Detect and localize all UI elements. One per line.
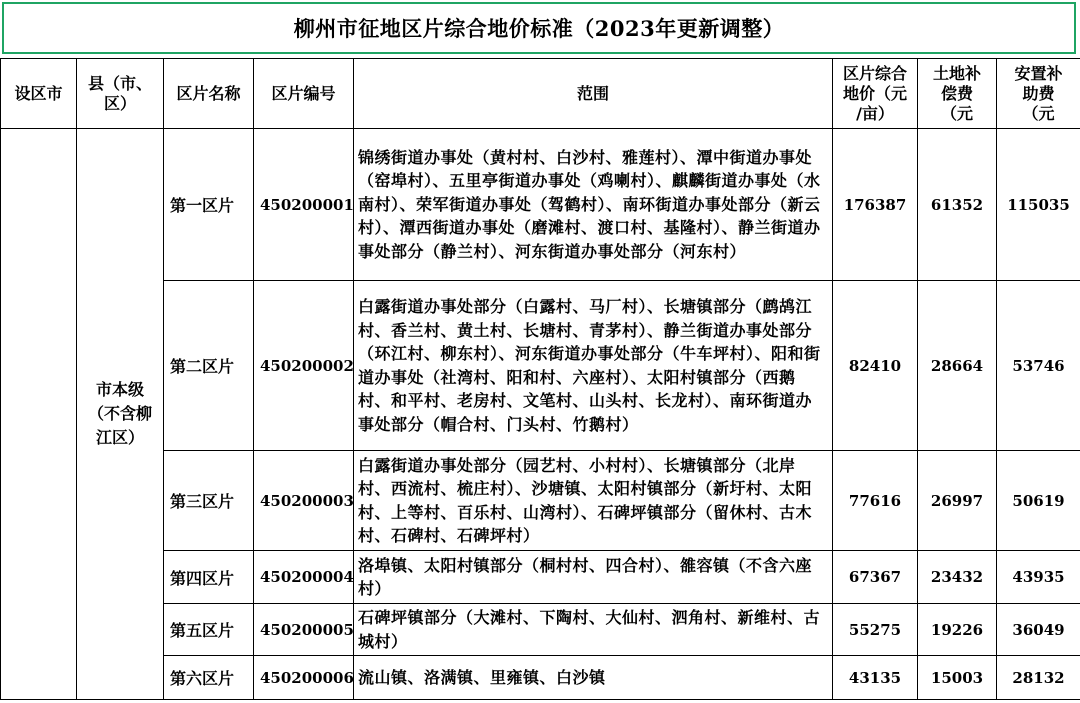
header-district: 设区市 — [1, 59, 77, 129]
zone-resettlement: 36049 — [997, 604, 1080, 656]
zone-price: 77616 — [833, 451, 918, 551]
county-cell: 市本级 （不含柳 江区） — [77, 129, 164, 700]
zone-resettlement: 28132 — [997, 656, 1080, 700]
header-zone-code: 区片编号 — [254, 59, 354, 129]
zone-resettlement: 115035 — [997, 129, 1080, 281]
zone-land-compensation: 28664 — [918, 281, 997, 451]
zone-price: 176387 — [833, 129, 918, 281]
header-price: 区片综合 地价（元 /亩） — [833, 59, 918, 129]
header-zone-name: 区片名称 — [164, 59, 254, 129]
zone-land-compensation: 26997 — [918, 451, 997, 551]
header-scope: 范围 — [354, 59, 833, 129]
zone-resettlement: 53746 — [997, 281, 1080, 451]
zone-name: 第六区片 — [164, 656, 254, 700]
zone-resettlement: 50619 — [997, 451, 1080, 551]
zone-resettlement: 43935 — [997, 551, 1080, 604]
zone-name: 第五区片 — [164, 604, 254, 656]
header-resettlement: 安置补 助费 （元 — [997, 59, 1080, 129]
zone-code: 450200002 — [254, 281, 354, 451]
zone-name: 第四区片 — [164, 551, 254, 604]
zone-code: 450200003 — [254, 451, 354, 551]
district-cell — [1, 129, 77, 700]
zone-price: 43135 — [833, 656, 918, 700]
zone-code: 450200001 — [254, 129, 354, 281]
zone-price: 82410 — [833, 281, 918, 451]
header-county: 县（市、 区） — [77, 59, 164, 129]
header-land-compensation: 土地补 偿费 （元 — [918, 59, 997, 129]
zone-name: 第三区片 — [164, 451, 254, 551]
zone-name: 第一区片 — [164, 129, 254, 281]
header-row — [1, 59, 1080, 129]
table-row — [1, 129, 1080, 281]
zone-code: 450200004 — [254, 551, 354, 604]
zone-land-compensation: 23432 — [918, 551, 997, 604]
zone-land-compensation: 19226 — [918, 604, 997, 656]
zone-price: 67367 — [833, 551, 918, 604]
zone-scope: 石碑坪镇部分（大滩村、下陶村、大仙村、泗角村、新维村、古城村） — [354, 604, 833, 656]
zone-code: 450200006 — [254, 656, 354, 700]
zone-land-compensation: 61352 — [918, 129, 997, 281]
zone-land-compensation: 15003 — [918, 656, 997, 700]
zone-scope: 流山镇、洛满镇、里雍镇、白沙镇 — [354, 656, 833, 700]
zone-scope: 白露街道办事处部分（白露村、马厂村）、长塘镇部分（鹧鸪江村、香兰村、黄土村、长塘村、青茅村）、静兰街道办事处部分（环江村、柳东村）、河东街道办事处部分（牛车坪村）、阳和街道办事处（社湾村、阳和村、六座村）、太阳村镇部分（西鹅村、和平村、老房村、文笔村、山头村、长龙村）、南环街道办事处部分（帽合村、门头村、竹鹅村） — [354, 281, 833, 451]
table-title: 柳州市征地区片综合地价标准（2023年更新调整） — [293, 16, 785, 41]
land-price-table — [0, 58, 1080, 700]
table-title-box — [2, 2, 1076, 54]
zone-price: 55275 — [833, 604, 918, 656]
zone-scope: 洛埠镇、太阳村镇部分（桐村村、四合村）、雒容镇（不含六座村） — [354, 551, 833, 604]
zone-scope: 白露街道办事处部分（园艺村、小村村）、长塘镇部分（北岸村、西流村、梳庄村）、沙塘镇、太阳村镇部分（新圩村、太阳村、上等村、百乐村、山湾村）、石碑坪镇部分（留休村、古木村、石碑村、石碑坪村） — [354, 451, 833, 551]
zone-scope: 锦绣街道办事处（黄村村、白沙村、雅莲村）、潭中街道办事处（窑埠村）、五里亭街道办事处（鸡喇村）、麒麟街道办事处（水南村）、荣军街道办事处（驾鹤村）、南环街道办事处部分（新云村）、潭西街道办事处（磨滩村、渡口村、基隆村）、静兰街道办事处部分（静兰村）、河东街道办事处部分（河东村） — [354, 129, 833, 281]
zone-name: 第二区片 — [164, 281, 254, 451]
zone-code: 450200005 — [254, 604, 354, 656]
